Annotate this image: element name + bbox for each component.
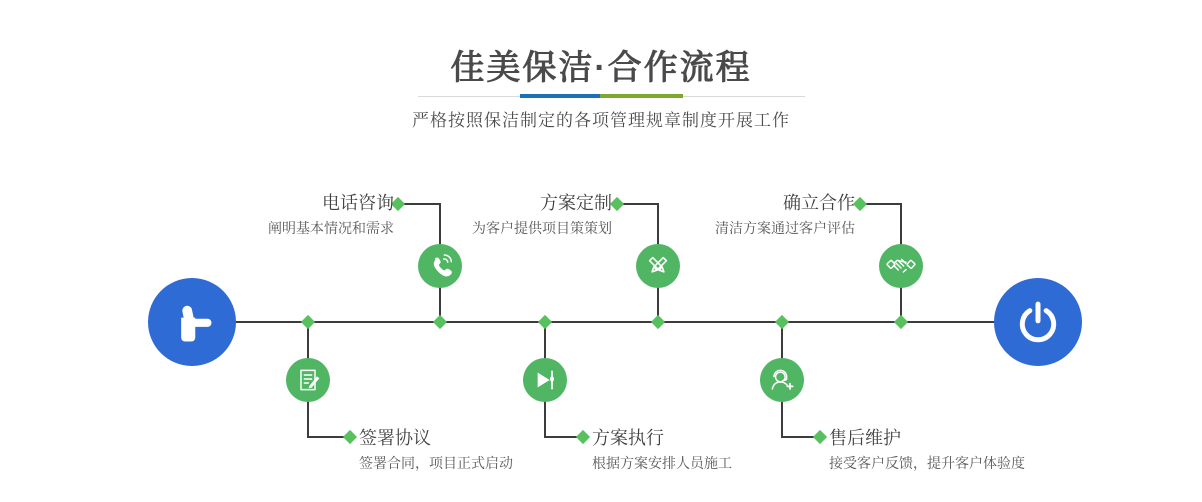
page-title: 佳美保洁·合作流程 (450, 49, 752, 87)
hand-pointing-icon (166, 296, 218, 348)
step-node-cooperate (879, 244, 923, 288)
step-label-plan (412, 192, 612, 237)
step-label-execute (592, 427, 852, 472)
label-diamond (343, 430, 357, 444)
step-label-sign (359, 427, 619, 472)
step-desc: 清洁方案通过客户评估 (715, 220, 855, 236)
label-diamond (853, 197, 867, 211)
step-node-phone (418, 244, 462, 288)
step-desc: 根据方案安排人员施工 (592, 455, 732, 471)
step-desc: 为客户提供项目策策划 (472, 220, 612, 236)
customer-service-icon (766, 364, 798, 396)
step-node-sign (286, 358, 330, 402)
crossed-pencils-icon (642, 250, 674, 282)
contract-sign-icon (292, 364, 324, 396)
step-node-execute (523, 358, 567, 402)
step-node-service (760, 358, 804, 402)
step-title: 方案定制 (540, 193, 612, 213)
connector-line (864, 203, 901, 205)
step-title: 售后维护 (829, 428, 901, 448)
junction-diamond (301, 315, 315, 329)
title-divider-green-segment (600, 94, 683, 98)
step-label-cooperate (655, 192, 855, 237)
page-subtitle: 严格按照保洁制定的各项管理规章制度开展工作 (412, 111, 790, 130)
handshake-icon (885, 250, 917, 282)
timeline (234, 321, 996, 323)
junction-diamond (538, 315, 552, 329)
phone-icon (424, 250, 456, 282)
connector-line (621, 203, 658, 205)
step-label-phone (194, 192, 394, 237)
power-icon (1012, 296, 1064, 348)
play-slider-icon (529, 364, 561, 396)
end-node (994, 278, 1082, 366)
step-title: 电话咨询 (322, 193, 394, 213)
step-title: 签署协议 (359, 428, 431, 448)
step-desc: 签署合同，项目正式启动 (359, 455, 513, 471)
start-node (148, 278, 236, 366)
step-title: 确立合作 (783, 193, 855, 213)
label-diamond (610, 197, 624, 211)
junction-diamond (433, 315, 447, 329)
title-divider-blue-segment (520, 94, 600, 98)
junction-diamond (651, 315, 665, 329)
step-title: 方案执行 (592, 428, 664, 448)
step-desc: 接受客户反馈，提升客户体验度 (829, 455, 1025, 471)
step-desc: 阐明基本情况和需求 (268, 220, 394, 236)
step-node-plan (636, 244, 680, 288)
junction-diamond (775, 315, 789, 329)
junction-diamond (894, 315, 908, 329)
step-label-service (829, 427, 1089, 472)
